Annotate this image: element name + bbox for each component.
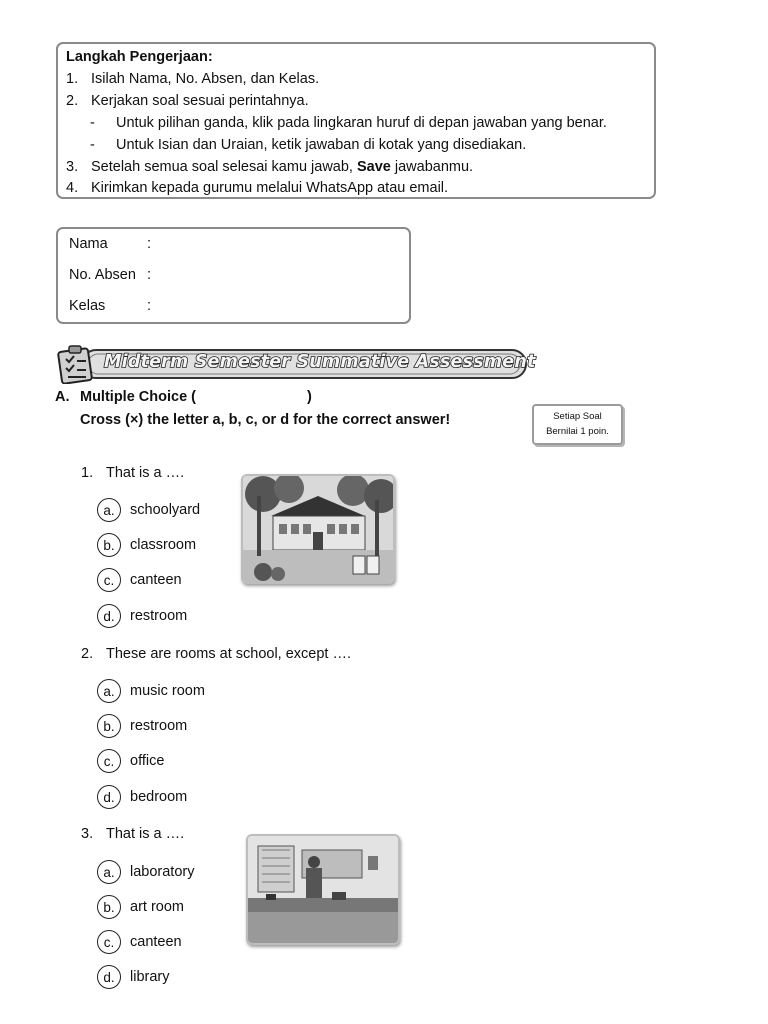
option-3a[interactable]: a. laboratory — [97, 859, 194, 885]
question-1: 1. That is a …. — [81, 465, 185, 481]
option-1b[interactable]: b. classroom — [97, 532, 196, 558]
option-circle[interactable]: b. — [97, 533, 121, 557]
canteen-image — [246, 834, 400, 945]
option-circle[interactable]: a. — [97, 679, 121, 703]
option-circle[interactable]: c. — [97, 930, 121, 954]
assessment-banner — [52, 344, 536, 384]
option-3c[interactable]: c. canteen — [97, 929, 182, 955]
section-letter: A. — [55, 389, 70, 405]
absence-number-field[interactable]: No. Absen : — [69, 267, 152, 283]
instruction-substep: - Untuk pilihan ganda, klik pada lingkaran huruf di depan jawaban yang benar. — [90, 115, 607, 131]
instructions-title: Langkah Pengerjaan: — [66, 49, 213, 65]
option-3d[interactable]: d. library — [97, 964, 169, 990]
checklist-icon — [54, 344, 96, 384]
option-circle[interactable]: a. — [97, 860, 121, 884]
instruction-step: 4. Kirimkan kepada gurumu melalui WhatsApp atau email. — [66, 180, 449, 196]
option-circle[interactable]: d. — [97, 965, 121, 989]
option-1d[interactable]: d. restroom — [97, 603, 187, 629]
option-circle[interactable]: a. — [97, 498, 121, 522]
option-3b[interactable]: b. art room — [97, 894, 184, 920]
option-2b[interactable]: b. restroom — [97, 713, 187, 739]
instructions-box — [56, 42, 656, 199]
name-field[interactable]: Nama : — [69, 236, 152, 252]
option-2d[interactable]: d. bedroom — [97, 784, 187, 810]
section-instruction: Cross (×) the letter a, b, c, or d for the correct answer! — [80, 412, 451, 428]
instruction-step: 2. Kerjakan soal sesuai perintahnya. — [66, 93, 309, 109]
identity-box — [56, 227, 411, 324]
schoolyard-image — [241, 474, 395, 584]
option-circle[interactable]: b. — [97, 714, 121, 738]
question-3: 3. That is a …. — [81, 826, 185, 842]
option-circle[interactable]: d. — [97, 785, 121, 809]
instruction-step: 1. Isilah Nama, No. Absen, dan Kelas. — [66, 71, 320, 87]
option-circle[interactable]: c. — [97, 749, 121, 773]
option-2c[interactable]: c. office — [97, 748, 164, 774]
section-title: Multiple Choice ( — [80, 389, 196, 405]
question-2: 2. These are rooms at school, except …. — [81, 646, 351, 662]
option-1c[interactable]: c. canteen — [97, 567, 182, 593]
option-circle[interactable]: b. — [97, 895, 121, 919]
points-note: Setiap Soal Bernilai 1 poin. — [532, 404, 623, 445]
option-circle[interactable]: c. — [97, 568, 121, 592]
option-circle[interactable]: d. — [97, 604, 121, 628]
instruction-step: 3. Setelah semua soal selesai kamu jawab, Save jawabanmu. — [66, 159, 474, 175]
instruction-substep: - Untuk Isian dan Uraian, ketik jawaban di kotak yang disediakan. — [90, 137, 527, 153]
option-2a[interactable]: a. music room — [97, 678, 205, 704]
banner-title: Midterm Semester Summative Assessment — [104, 352, 536, 372]
class-field[interactable]: Kelas : — [69, 298, 152, 314]
section-title-close: ) — [307, 389, 312, 405]
option-1a[interactable]: a. schoolyard — [97, 497, 200, 523]
